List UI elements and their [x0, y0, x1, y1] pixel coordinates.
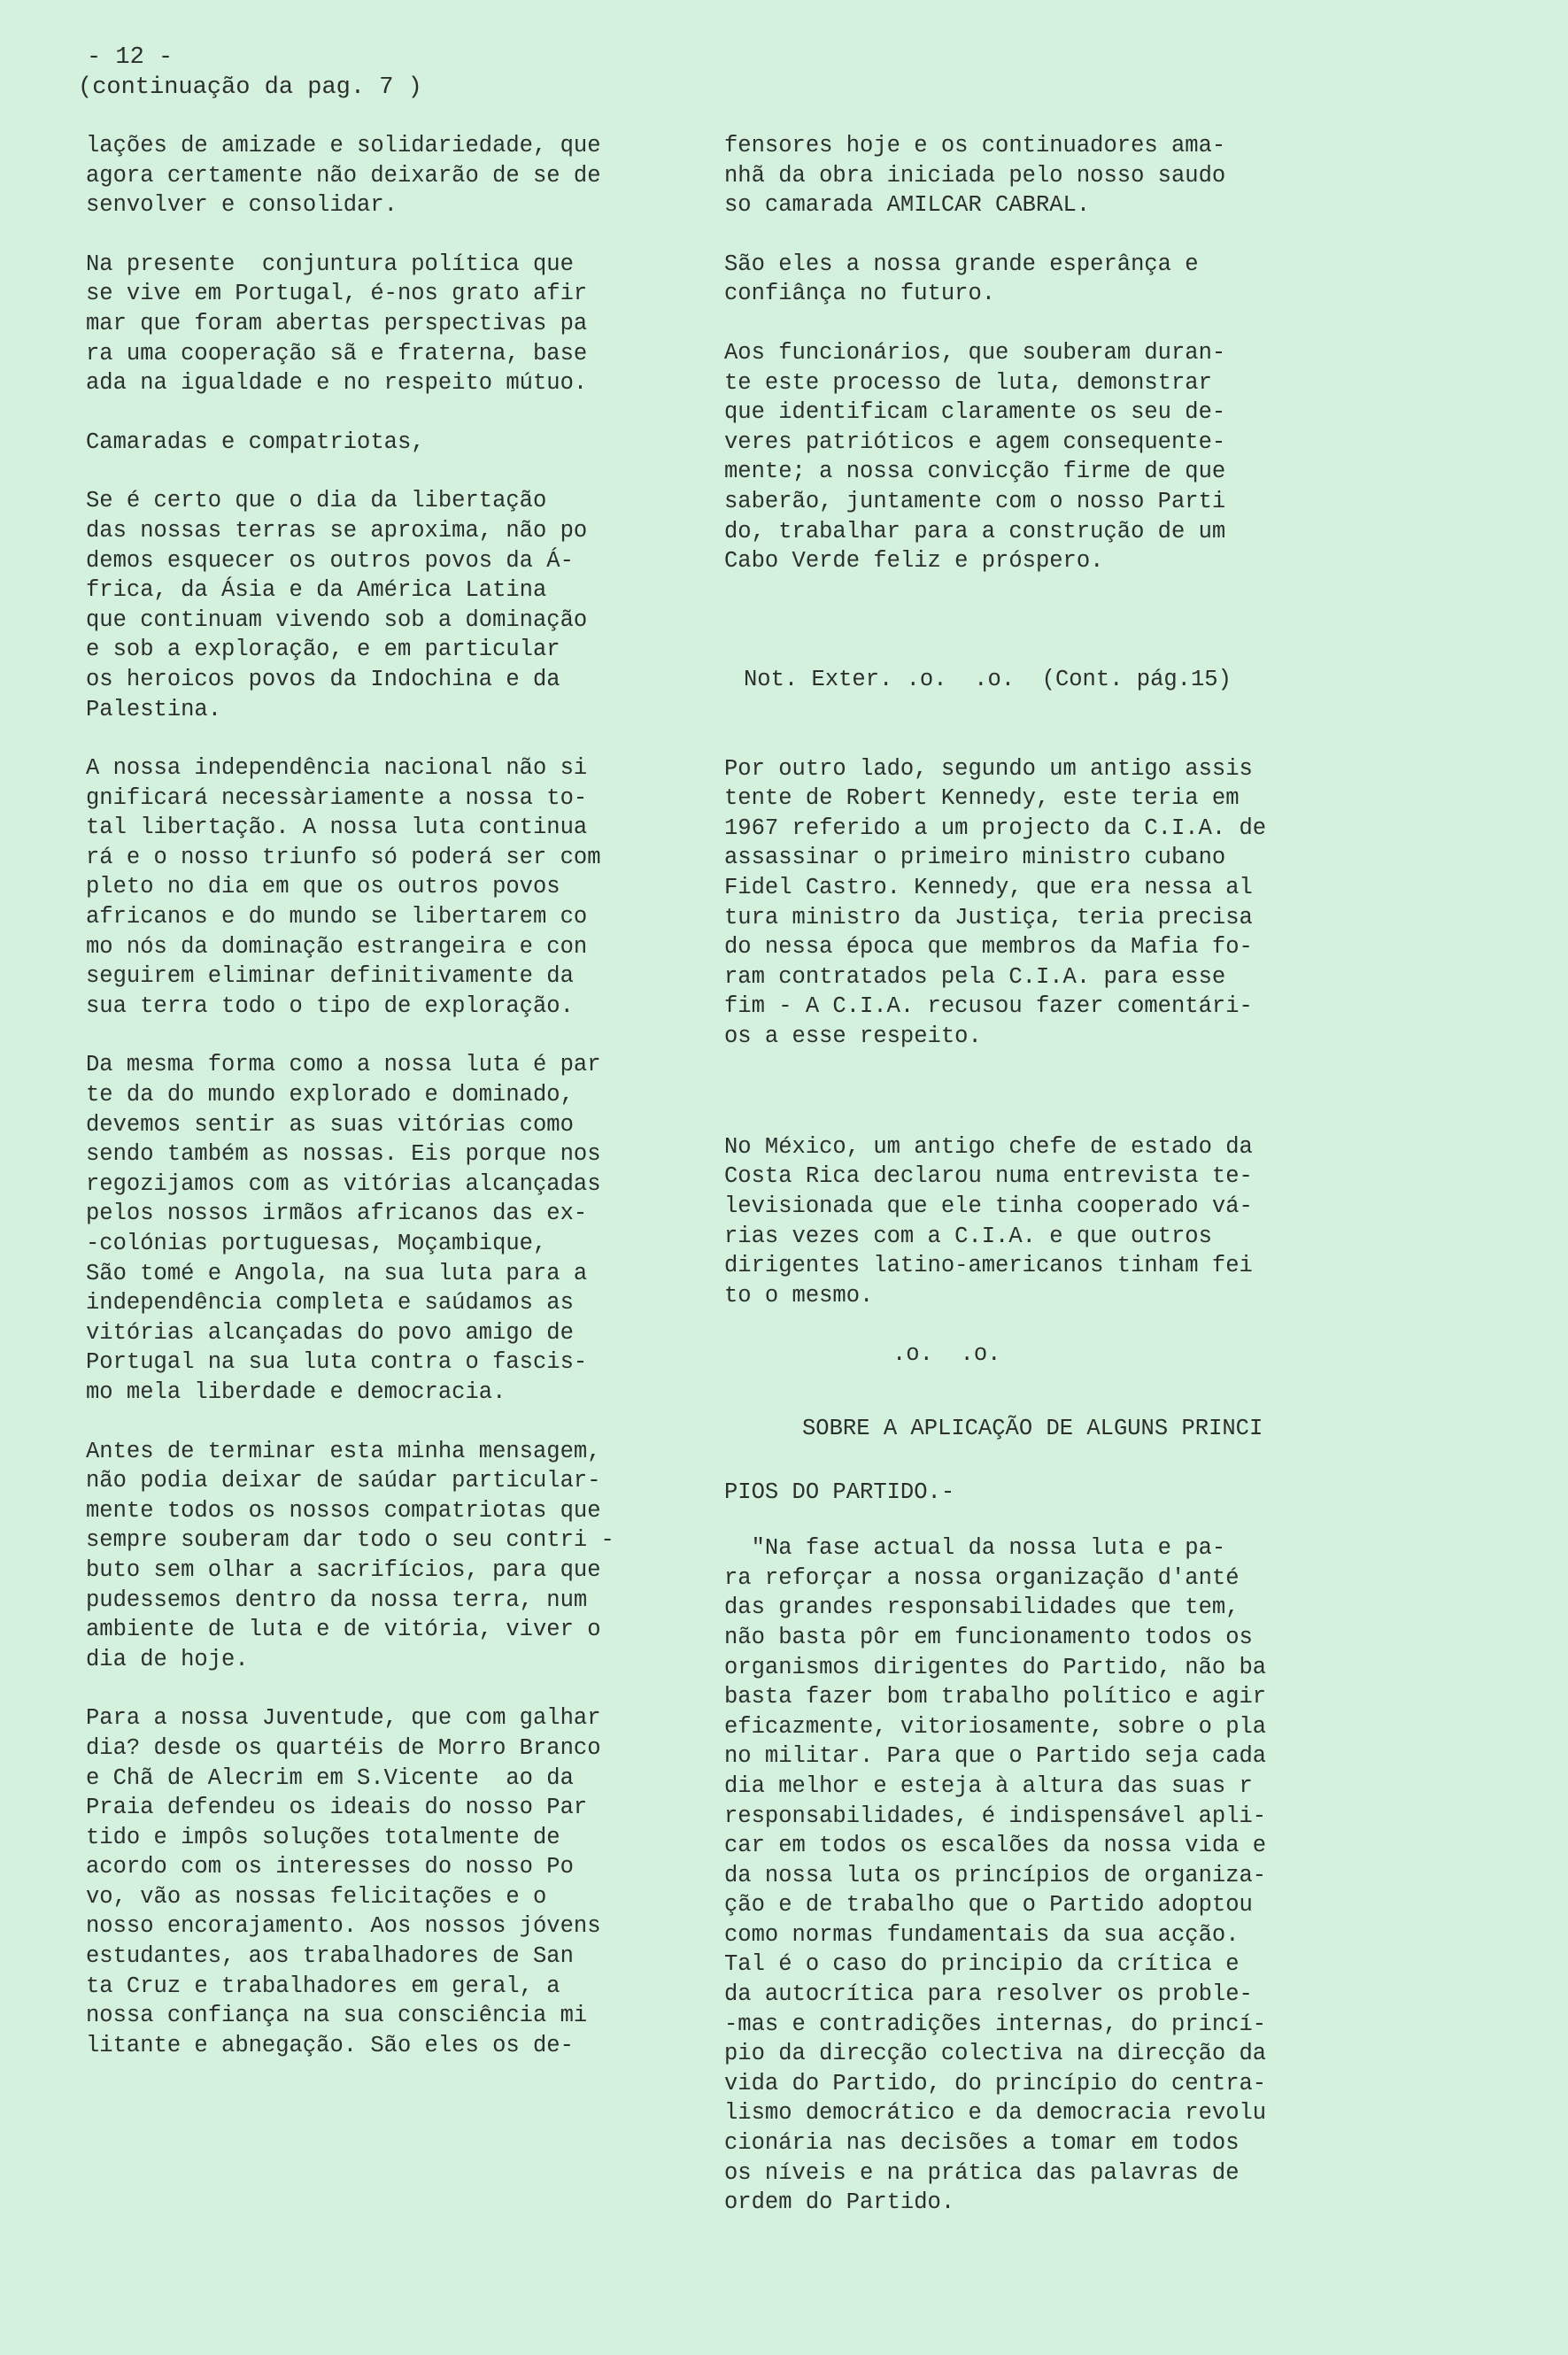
text-line: que identificam claramente os seu de-	[724, 399, 1226, 426]
text-line: da autocrítica para resolver os proble-	[724, 1981, 1253, 2008]
paragraph	[86, 428, 706, 458]
right-column	[724, 131, 1358, 2247]
text-line: sua terra todo o tipo de exploração.	[86, 992, 574, 1019]
paragraph	[86, 1050, 706, 1407]
text-line: Tal é o caso do principio da crítica e	[724, 1951, 1240, 1978]
news-section	[724, 606, 1358, 1111]
section-heading	[724, 1414, 1358, 1507]
text-line: das grandes responsabilidades que tem,	[724, 1594, 1240, 1621]
text-line: "Na fase actual da nossa luta e pa-	[724, 1535, 1226, 1562]
text-line: Para a nossa Juventude, que com galhar	[86, 1705, 601, 1732]
text-line: pudessemos dentro da nossa terra, num	[86, 1587, 588, 1613]
text-line: sempre souberam dar todo o seu contri -	[86, 1527, 614, 1554]
text-line: ram contratados pela C.I.A. para esse	[724, 963, 1226, 990]
text-line: te da do mundo explorado e dominado,	[86, 1082, 574, 1108]
text-line: basta fazer bom trabalho político e agir	[724, 1684, 1267, 1710]
text-line: nhã da obra iniciada pelo nosso saudo	[724, 162, 1226, 189]
text-line: devemos sentir as suas vitórias como	[86, 1111, 574, 1138]
text-line: so camarada AMILCAR CABRAL.	[724, 192, 1091, 219]
text-line: pleto no dia em que os outros povos	[86, 874, 560, 900]
text-line: dia de hoje.	[86, 1646, 249, 1672]
text-line: estudantes, aos trabalhadores de San	[86, 1943, 574, 1970]
text-line: mo nós da dominação estrangeira e con	[86, 933, 588, 960]
text-line: regozijamos com as vitórias alcançadas	[86, 1170, 601, 1197]
text-line: os níveis e na prática das palavras de	[724, 2159, 1240, 2186]
text-line: saberão, juntamente com o nosso Parti	[724, 488, 1226, 514]
text-line: A nossa independência nacional não si	[86, 755, 588, 782]
text-line: e sob a exploração, e em particular	[86, 637, 560, 663]
text-line: tal libertação. A nossa luta continua	[86, 815, 588, 841]
text-line: assassinar o primeiro ministro cubano	[724, 845, 1226, 871]
text-line: Na presente conjuntura política que	[86, 251, 574, 277]
text-line: ada na igualdade e no respeito mútuo.	[86, 370, 588, 397]
paragraph	[724, 338, 1358, 576]
paragraph	[724, 1533, 1358, 2218]
text-line: Se é certo que o dia da libertação	[86, 488, 547, 514]
text-line: no militar. Para que o Partido seja cada	[724, 1743, 1267, 1770]
text-line: organismos dirigentes do Partido, não ba	[724, 1654, 1267, 1680]
text-line: Cabo Verde feliz e próspero.	[724, 548, 1104, 575]
text-line: Portugal na sua luta contra o fascis-	[86, 1349, 588, 1376]
text-line: car em todos os escalões da nossa vida e	[724, 1833, 1267, 1859]
text-line: mente; a nossa convicção firme de que	[724, 459, 1226, 485]
text-line: dia melhor e esteja à altura das suas r	[724, 1772, 1253, 1799]
text-line: fensores hoje e os continuadores ama-	[724, 133, 1226, 158]
text-line: rias vezes com a C.I.A. e que outros	[724, 1223, 1212, 1249]
text-line: do, trabalhar para a construção de um	[724, 518, 1226, 544]
text-line: como normas fundamentais da sua acção.	[724, 1921, 1240, 1948]
text-line: acordo com os interesses do nosso Po	[86, 1854, 574, 1880]
text-line: africanos e do mundo se libertarem co	[86, 904, 588, 930]
text-line: e Chã de Alecrim em S.Vicente ao da	[86, 1764, 574, 1791]
text-line: mar que foram abertas perspectivas pa	[86, 310, 588, 336]
text-line: ta Cruz e trabalhadores em geral, a	[86, 1973, 560, 1999]
paragraph	[724, 250, 1358, 309]
left-column	[86, 131, 706, 2089]
text-line: não basta pôr em funcionamento todos os	[724, 1624, 1253, 1650]
text-line: ambiente de luta e de vitória, viver o	[86, 1617, 601, 1643]
text-line: Praia defendeu os ideais do nosso Par	[86, 1795, 588, 1821]
text-line: demos esquecer os outros povos da Á-	[86, 547, 574, 574]
text-line: vo, vão as nossas felicitações e o	[86, 1883, 547, 1910]
text-line: frica, da Ásia e da América Latina	[86, 577, 547, 604]
page-header	[78, 42, 422, 103]
paragraph	[86, 753, 706, 1021]
text-line: dia? desde os quartéis de Morro Branco	[86, 1734, 601, 1761]
text-line: seguirem eliminar definitivamente da	[86, 963, 574, 990]
text-line: ordem do Partido.	[724, 2189, 955, 2216]
text-line: agora certamente não deixarão de se de	[86, 162, 601, 189]
text-line: São tomé e Angola, na sua luta para a	[86, 1260, 588, 1286]
text-line: ra reforçar a nossa organização d'anté	[724, 1564, 1240, 1591]
text-line: que continuam vivendo sob a dominação	[86, 606, 588, 633]
text-line: os heroicos povos da Indochina e da	[86, 666, 560, 692]
text-line: vida do Partido, do princípio do centra-	[724, 2070, 1267, 2096]
text-line: Camaradas e compatriotas,	[86, 429, 425, 455]
paragraph	[724, 131, 1358, 220]
paragraph	[86, 131, 706, 220]
news-section-header: Not. Exter. .o. .o. (Cont. pág.15)	[744, 666, 1232, 692]
text-line: do nessa época que membros da Mafia fo-	[724, 934, 1253, 961]
text-line: pelos nossos irmãos africanos das ex-	[86, 1201, 588, 1227]
text-line: cionária nas decisões a tomar em todos	[724, 2130, 1240, 2157]
text-line: ção e de trabalho que o Partido adoptou	[724, 1892, 1253, 1919]
continuation-note: (continuação da pag. 7 )	[78, 74, 422, 101]
text-line: rá e o nosso triunfo só poderá ser com	[86, 844, 601, 870]
text-line: eficazmente, vitoriosamente, sobre o pla	[724, 1713, 1267, 1740]
text-line: vitórias alcançadas do povo amigo de	[86, 1319, 574, 1346]
paragraph	[86, 1703, 706, 2060]
page-number: - 12 -	[87, 44, 174, 71]
text-line: -mas e contradições internas, do princí-	[724, 2011, 1267, 2037]
text-line: lismo democrático e da democracia revolu	[724, 2100, 1267, 2127]
text-line: tura ministro da Justiça, teria precisa	[724, 904, 1253, 930]
text-line: pio da direcção colectiva na direcção da	[724, 2041, 1267, 2067]
paragraph	[724, 1132, 1358, 1311]
text-line: das nossas terras se aproxima, não po	[86, 517, 588, 544]
text-line: Da mesma forma como a nossa luta é par	[86, 1052, 601, 1078]
text-line: se vive em Portugal, é-nos grato afir	[86, 281, 588, 307]
text-line: Palestina.	[86, 696, 222, 722]
text-line: senvolver e consolidar.	[86, 192, 398, 219]
paragraph	[86, 1437, 706, 1675]
text-line: mente todos os nossos compatriotas que	[86, 1497, 601, 1524]
text-line: nosso encorajamento. Aos nossos jóvens	[86, 1913, 601, 1940]
text-line: da nossa luta os princípios de organiza-	[724, 1862, 1267, 1888]
text-line: mo mela liberdade e democracia.	[86, 1378, 506, 1405]
text-line: No México, um antigo chefe de estado da	[724, 1133, 1253, 1160]
section-heading-line-2: PIOS DO PARTIDO.-	[724, 1479, 955, 1505]
text-line: lações de amizade e solidariedade, que	[86, 133, 601, 158]
text-line: litante e abnegação. São eles os de-	[86, 2032, 574, 2058]
text-line: te este processo de luta, demonstrar	[724, 369, 1212, 396]
text-line: veres patrióticos e agem consequente-	[724, 429, 1226, 455]
text-line: os a esse respeito.	[724, 1023, 982, 1050]
text-line: ra uma cooperação sã e fraterna, base	[86, 340, 588, 367]
paragraph	[724, 754, 1358, 1052]
text-line: responsabilidades, é indispensável apli-	[724, 1803, 1267, 1829]
text-line: Por outro lado, segundo um antigo assis	[724, 755, 1253, 782]
text-line: gnificará necessàriamente a nossa to-	[86, 784, 588, 811]
text-line: -colónias portuguesas, Moçambique,	[86, 1231, 547, 1256]
text-line: dirigentes latino-americanos tinham fei	[724, 1253, 1253, 1279]
text-line: Aos funcionários, que souberam duran-	[724, 339, 1226, 366]
paragraph	[86, 250, 706, 398]
text-line: não podia deixar de saúdar particular-	[86, 1468, 601, 1494]
separator: .o. .o.	[892, 1341, 1001, 1368]
text-line: tente de Robert Kennedy, este teria em	[724, 785, 1240, 812]
text-line: to o mesmo.	[724, 1282, 874, 1309]
text-line: Fidel Castro. Kennedy, que era nessa al	[724, 875, 1253, 901]
text-line: confiânça no futuro.	[724, 281, 996, 307]
text-line: Costa Rica declarou numa entrevista te-	[724, 1163, 1253, 1190]
text-line: nossa confiança na sua consciência mi	[86, 2003, 588, 2029]
text-line: levisionada que ele tinha cooperado vá-	[724, 1193, 1253, 1219]
section-heading-line-1: SOBRE A APLICAÇÃO DE ALGUNS PRINCI	[802, 1415, 1263, 1441]
text-line: fim - A C.I.A. recusou fazer comentári-	[724, 993, 1253, 1020]
text-line: independência completa e saúdamos as	[86, 1290, 574, 1316]
text-line: buto sem olhar a sacrifícios, para que	[86, 1556, 601, 1583]
text-line: tido e impôs soluções totalmente de	[86, 1824, 560, 1850]
text-line: sendo também as nossas. Eis porque nos	[86, 1141, 601, 1168]
paragraph	[86, 486, 706, 724]
text-line: São eles a nossa grande esperânça e	[724, 251, 1199, 277]
text-line: Antes de terminar esta minha mensagem,	[86, 1438, 601, 1464]
text-line: 1967 referido a um projecto da C.I.A. de	[724, 815, 1267, 841]
